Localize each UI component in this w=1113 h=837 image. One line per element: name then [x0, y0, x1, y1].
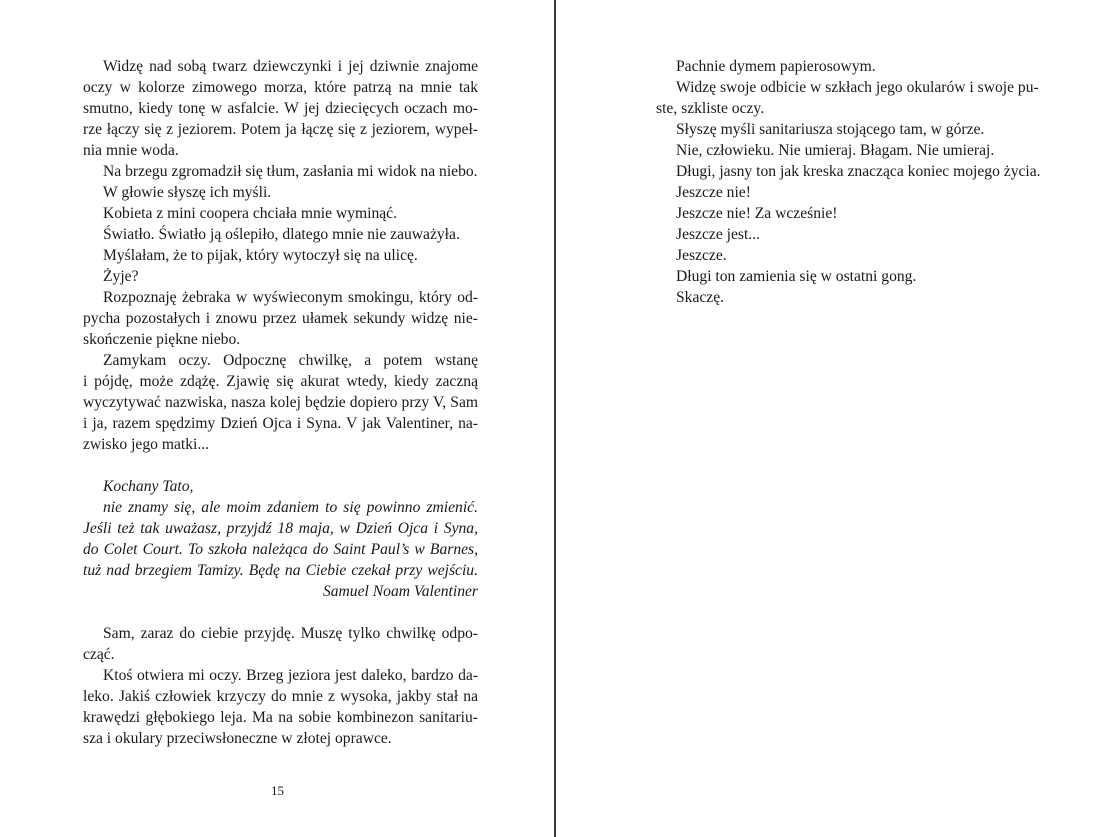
page-number: 15: [271, 783, 284, 798]
text-line: Zamykam oczy. Odpocznę chwilkę, a potem wstanę: [103, 352, 478, 369]
letter-line: Kochany Tato,: [103, 478, 194, 495]
text-line: Jeszcze nie! Za wcześnie!: [676, 205, 838, 222]
letter-line: nie znamy się, ale moim zdaniem to się powinno zmienić.: [103, 499, 478, 516]
text-line: Kobieta z mini coopera chciała mnie wyminąć.: [103, 205, 397, 222]
text-line: Widzę swoje odbicie w szkłach jego okularów i swoje pu-: [676, 79, 1039, 96]
right-page-text: [656, 56, 1041, 308]
letter-line: tuż nad brzegiem Tamizy. Będę na Ciebie czekał przy wejściu.: [83, 562, 478, 579]
text-line: pycha pozostałych i znowu przez ułamek sekundy widzę nie-: [83, 310, 478, 327]
text-line: wyczytywać nazwiska, nasza kolej będzie dopiero przy V, Sam: [83, 394, 478, 411]
text-line: smutno, kiedy tonę w asfalcie. W jej dziecięcych oczach mo-: [83, 100, 478, 117]
text-line: krawędzi głębokiego leja. Ma na sobie kombinezon sanitariu-: [83, 709, 478, 726]
text-line: Jeszcze nie!: [676, 184, 751, 201]
text-line: Słyszę myśli sanitariusza stojącego tam, w górze.: [676, 121, 985, 138]
right-page: [557, 0, 1113, 837]
text-line: Na brzegu zgromadził się tłum, zasłania mi widok na niebo.: [103, 163, 478, 180]
left-page-text: [83, 56, 478, 749]
text-line: Jeszcze jest...: [676, 226, 760, 243]
text-line: Długi ton zamienia się w ostatni gong.: [676, 268, 917, 285]
letter-line: Samuel Noam Valentiner: [322, 583, 478, 600]
text-line: cząć.: [83, 646, 115, 663]
text-line: Widzę nad sobą twarz dziewczynki i jej dziwnie znajome: [103, 58, 478, 75]
text-line: Ktoś otwiera mi oczy. Brzeg jeziora jest daleko, bardzo da-: [103, 667, 478, 684]
text-line: sza i okulary przeciwsłoneczne w złotej oprawce.: [83, 730, 392, 747]
text-line: i pójdę, może zdążę. Zjawię się akurat wtedy, kiedy zaczną: [83, 373, 478, 390]
text-line: zwisko jego matki...: [83, 436, 210, 453]
text-line: ste, szkliste oczy.: [656, 100, 765, 117]
text-line: Pachnie dymem papierosowym.: [676, 58, 876, 75]
text-line: Nie, człowieku. Nie umieraj. Błagam. Nie umieraj.: [676, 142, 995, 159]
text-line: nia mnie woda.: [83, 142, 179, 159]
text-line: Długi, jasny ton jak kreska znacząca koniec mojego życia.: [676, 163, 1041, 180]
blank-line: [83, 602, 478, 623]
text-line: Jeszcze.: [676, 247, 727, 264]
text-line: Myślałam, że to pijak, który wytoczył się na ulicę.: [103, 247, 418, 264]
text-line: W głowie słyszę ich myśli.: [103, 184, 272, 201]
text-line: skończenie piękne niebo.: [83, 331, 241, 348]
text-line: i ja, razem spędzimy Dzień Ojca i Syna. V jak Valentiner, na-: [83, 415, 478, 432]
text-line: rze łączy się z jeziorem. Potem ja łączę się z jeziorem, wypeł-: [83, 121, 478, 138]
letter-line: do Colet Court. To szkoła należąca do Saint Paul’s w Barnes,: [83, 541, 478, 558]
text-line: oczy w kolorze zimowego morza, które patrzą na mnie tak: [83, 79, 478, 96]
text-line: Skaczę.: [676, 289, 725, 306]
text-line: Światło. Światło ją oślepiło, dlatego mnie nie zauważyła.: [103, 226, 460, 243]
text-line: Żyje?: [103, 268, 139, 285]
page-divider: [554, 0, 556, 837]
text-line: leko. Jakiś człowiek krzyczy do mnie z wysoka, jakby stał na: [83, 688, 478, 705]
text-line: Rozpoznaję żebraka w wyświeconym smokingu, który od-: [103, 289, 478, 306]
left-page: [0, 0, 555, 837]
text-line: Sam, zaraz do ciebie przyjdę. Muszę tylko chwilkę odpo-: [103, 625, 478, 642]
letter-line: Jeśli też tak uważasz, przyjdź 18 maja, w Dzień Ojca i Syna,: [83, 520, 478, 537]
blank-line: [83, 455, 478, 476]
